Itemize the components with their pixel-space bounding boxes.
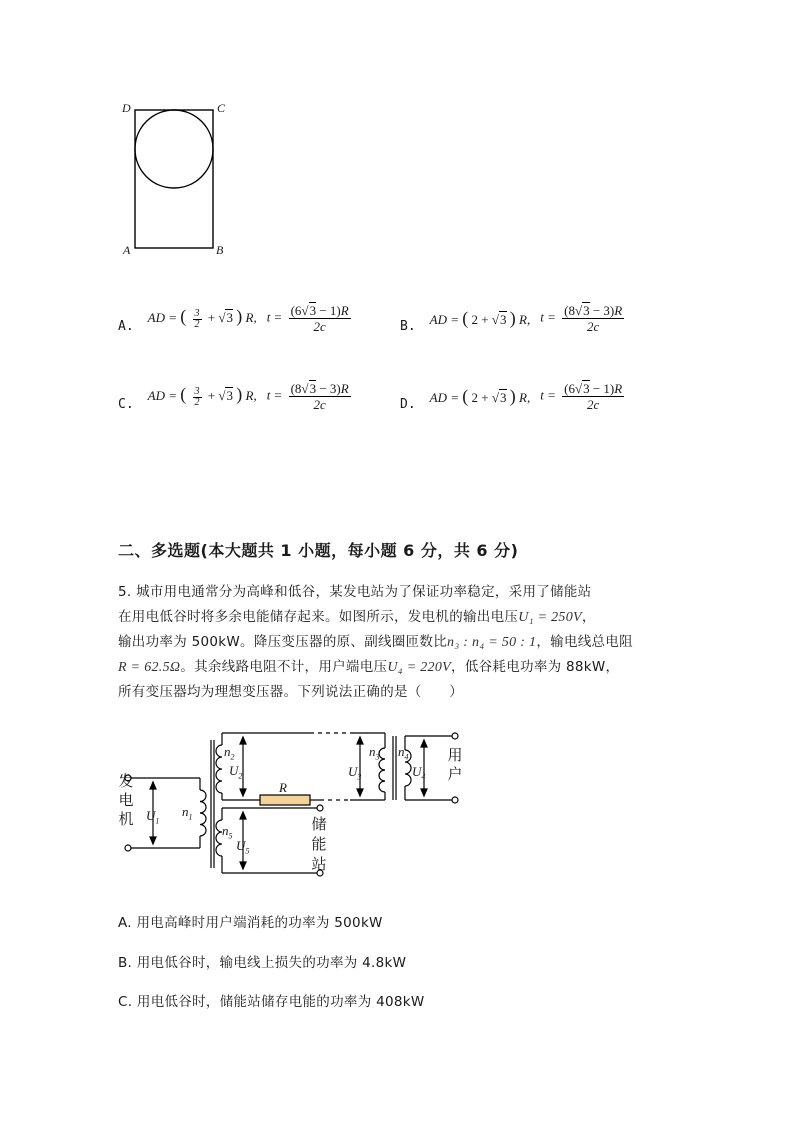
q5-line-1: 5. 城市用电通常分为高峰和低谷，某发电站为了保证功率稳定，采用了储能站: [118, 584, 592, 600]
label-n1: $n_1$: [182, 804, 193, 822]
q5-line-4: R = 62.5Ω。其余线路电阻不计，用户端电压U₄ = 220V，低谷耗电功率为 88kW，: [118, 659, 620, 675]
label-u5: $U_5$: [236, 838, 250, 856]
corner-label-b: B: [216, 243, 224, 257]
circuit-diagram: [110, 728, 480, 883]
t-expression: t = $\frac{(6√3 - 1)R}{2c}$: [540, 380, 623, 412]
label-n5: $n_5$: [222, 823, 233, 841]
label-r: R: [279, 780, 287, 795]
resistor-symbol: [260, 795, 310, 805]
t-expression: t = $\frac{(8√3 - 3)R}{2c}$: [266, 380, 349, 412]
question-5-text: [118, 580, 698, 705]
option-d[interactable]: [400, 374, 627, 418]
label-u3: $U_3$: [348, 764, 362, 782]
rectangle-circle-figure: [110, 95, 240, 265]
label-n3: $n_3$: [369, 744, 380, 762]
ad-expression: AD = ( $\frac{3}{2}$ + √3 ) R,: [147, 384, 257, 408]
ad-expression: AD = ( 2 + √3 ) R,: [429, 307, 531, 328]
option-letter: B.: [400, 318, 416, 334]
option-a[interactable]: [118, 296, 354, 340]
label-u4: $U_4$: [412, 764, 426, 782]
label-u1: $U_1$: [146, 808, 160, 826]
option-letter: D.: [400, 396, 416, 412]
corner-label-a: A: [123, 243, 131, 257]
q5-line-2: 在用电低谷时将多余电能储存起来。如图所示，发电机的输出电压U₁ = 250V，: [118, 609, 596, 625]
t-expression: t = $\frac{(6√3 - 1)R}{2c}$: [266, 302, 349, 334]
corner-label-c: C: [217, 101, 226, 115]
answer-option-a[interactable]: A. 用电高峰时用户端消耗的功率为 500kW: [118, 915, 383, 931]
section-title: 二、多选题(本大题共 1 小题，每小题 6 分，共 6 分): [118, 541, 519, 560]
label-u2: $U_2$: [229, 763, 243, 781]
answer-option-c[interactable]: C. 用电低谷时，储能站储存电能的功率为 408kW: [118, 994, 425, 1010]
option-letter: A.: [118, 318, 134, 334]
option-letter: C.: [118, 396, 134, 412]
ad-expression: AD = ( $\frac{3}{2}$ + √3 ) R,: [147, 306, 257, 330]
ad-expression: AD = ( 2 + √3 ) R,: [429, 385, 531, 406]
storage-label: 储 能 站: [311, 815, 327, 873]
q5-line-5: 所有变压器均为理想变压器。下列说法正确的是（ ）: [118, 684, 463, 700]
generator-label: 发 电 机: [118, 772, 134, 828]
option-c[interactable]: [118, 374, 354, 418]
q5-line-3: 输出功率为 500kW。降压变压器的原、副线圈匝数比n₃ : n₄ = 50 : 1，输电线总电阻: [118, 634, 633, 650]
label-n2: $n_2$: [224, 744, 235, 762]
option-b[interactable]: [400, 296, 627, 340]
t-expression: t = $\frac{(8√3 - 3)R}{2c}$: [540, 302, 623, 334]
user-label: 用 户: [447, 746, 463, 783]
label-n4: $n_4$: [398, 744, 409, 762]
corner-label-d: D: [122, 101, 131, 115]
answer-option-b[interactable]: B. 用电低谷时，输电线上损失的功率为 4.8kW: [118, 955, 407, 971]
